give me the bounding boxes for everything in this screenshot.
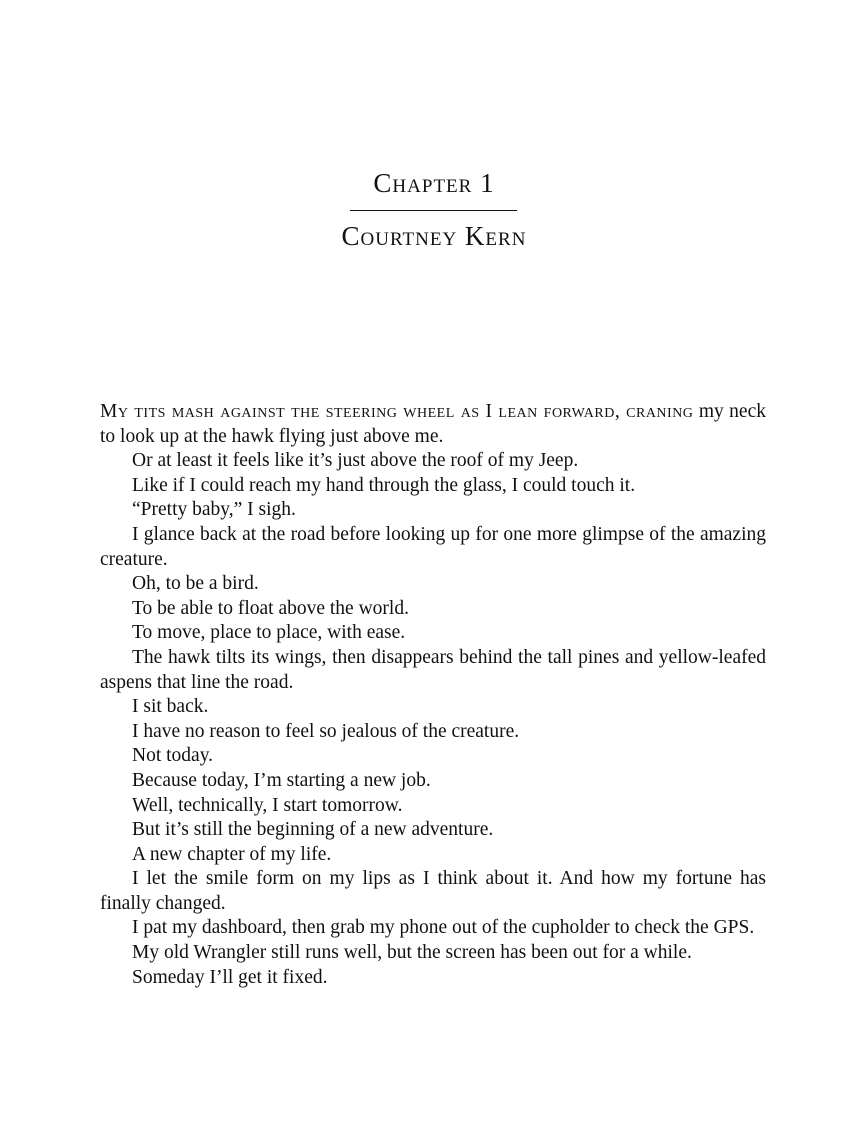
chapter-heading: Chapter 1	[373, 168, 495, 198]
paragraph: I glance back at the road before looking up for one more glimpse of the amazing creature.	[100, 523, 766, 570]
paragraph: To be able to float above the world.	[132, 597, 409, 619]
paragraph: I pat my dashboard, then grab my phone out of the cupholder to check the GPS.	[132, 917, 755, 939]
paragraph: The hawk tilts its wings, then disappears behind the tall pines and yellow-leafed aspens that line the road.	[100, 646, 766, 693]
paragraph: I let the smile form on my lips as I think about it. And how my fortune has finally changed.	[100, 868, 766, 914]
paragraph: My old Wrangler still runs well, but the screen has been out for a while.	[132, 942, 692, 964]
paragraph: Someday I’ll get it fixed.	[132, 966, 328, 988]
chapter-subtitle: Courtney Kern	[341, 221, 527, 251]
paragraph: To move, place to place, with ease.	[132, 622, 406, 644]
paragraph: Because today, I’m starting a new job.	[132, 769, 431, 791]
opening-paragraph-rest: my neck to look up at the hawk flying just above me.	[100, 401, 766, 447]
paragraph: Or at least it feels like it’s just above the roof of my Jeep.	[132, 450, 579, 472]
paragraph: “Pretty baby,” I sigh.	[132, 499, 296, 521]
paragraph: I have no reason to feel so jealous of the creature.	[132, 720, 520, 742]
chapter-body	[100, 400, 766, 990]
paragraph: Well, technically, I start tomorrow.	[132, 794, 403, 816]
paragraph: Like if I could reach my hand through the glass, I could touch it.	[132, 474, 636, 496]
opening-paragraph	[100, 400, 766, 449]
paragraph: A new chapter of my life.	[132, 843, 332, 865]
paragraph: Oh, to be a bird.	[132, 573, 259, 595]
opening-lead-in: My tits mash against the steering wheel as I lean forward, craning	[100, 401, 694, 422]
paragraph: But it’s still the beginning of a new adventure.	[132, 819, 494, 841]
paragraph: I sit back.	[132, 696, 209, 718]
paragraph: Not today.	[132, 745, 214, 767]
chapter-divider	[350, 210, 517, 211]
